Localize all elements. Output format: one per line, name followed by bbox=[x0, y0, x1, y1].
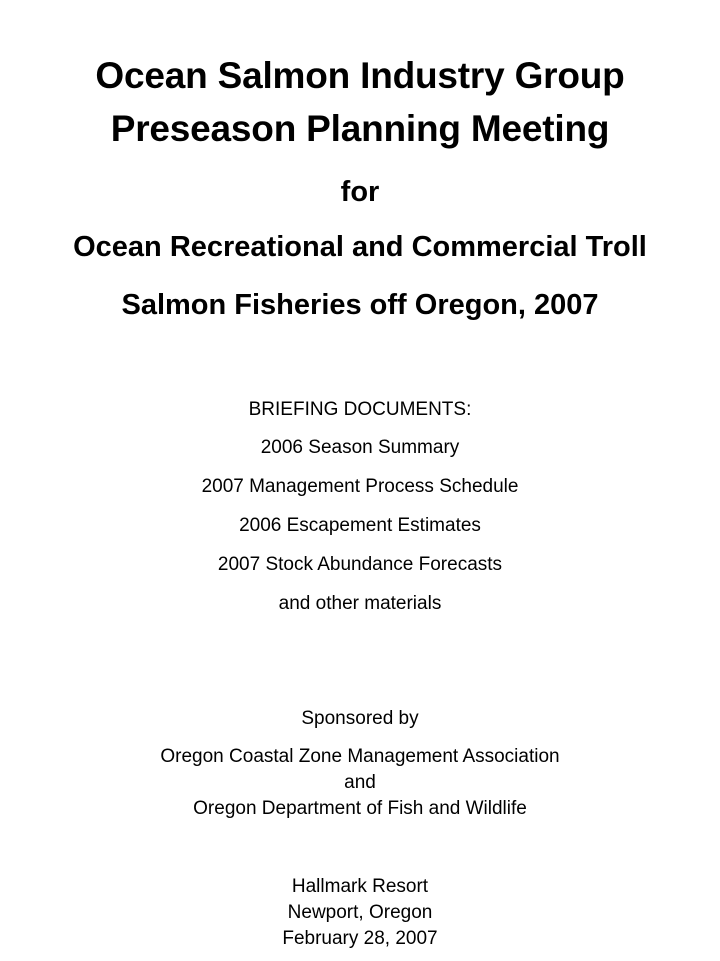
sponsor-name: Oregon Coastal Zone Management Association bbox=[160, 746, 560, 767]
venue-name: Hallmark Resort bbox=[291, 876, 429, 897]
meeting-date: February 28, 2007 bbox=[282, 928, 438, 949]
sponsor-conjunction: and bbox=[344, 772, 376, 793]
subtitle-line-1: Ocean Recreational and Commercial Troll bbox=[73, 231, 647, 263]
briefing-item: 2006 Season Summary bbox=[260, 437, 460, 458]
sponsored-by-heading: Sponsored by bbox=[301, 708, 419, 729]
briefing-item: 2006 Escapement Estimates bbox=[239, 515, 481, 536]
briefing-item: 2007 Management Process Schedule bbox=[201, 476, 519, 497]
title-line-2: Preseason Planning Meeting bbox=[110, 108, 610, 149]
briefing-item: 2007 Stock Abundance Forecasts bbox=[217, 554, 503, 575]
subtitle-line-2: Salmon Fisheries off Oregon, 2007 bbox=[121, 289, 599, 321]
venue-city: Newport, Oregon bbox=[287, 902, 433, 923]
title-line-1: Ocean Salmon Industry Group bbox=[95, 55, 625, 96]
sponsor-name: Oregon Department of Fish and Wildlife bbox=[193, 798, 527, 819]
briefing-item: and other materials bbox=[278, 593, 442, 614]
briefing-heading: BRIEFING DOCUMENTS: bbox=[248, 399, 472, 420]
subtitle-connector: for bbox=[340, 176, 380, 208]
